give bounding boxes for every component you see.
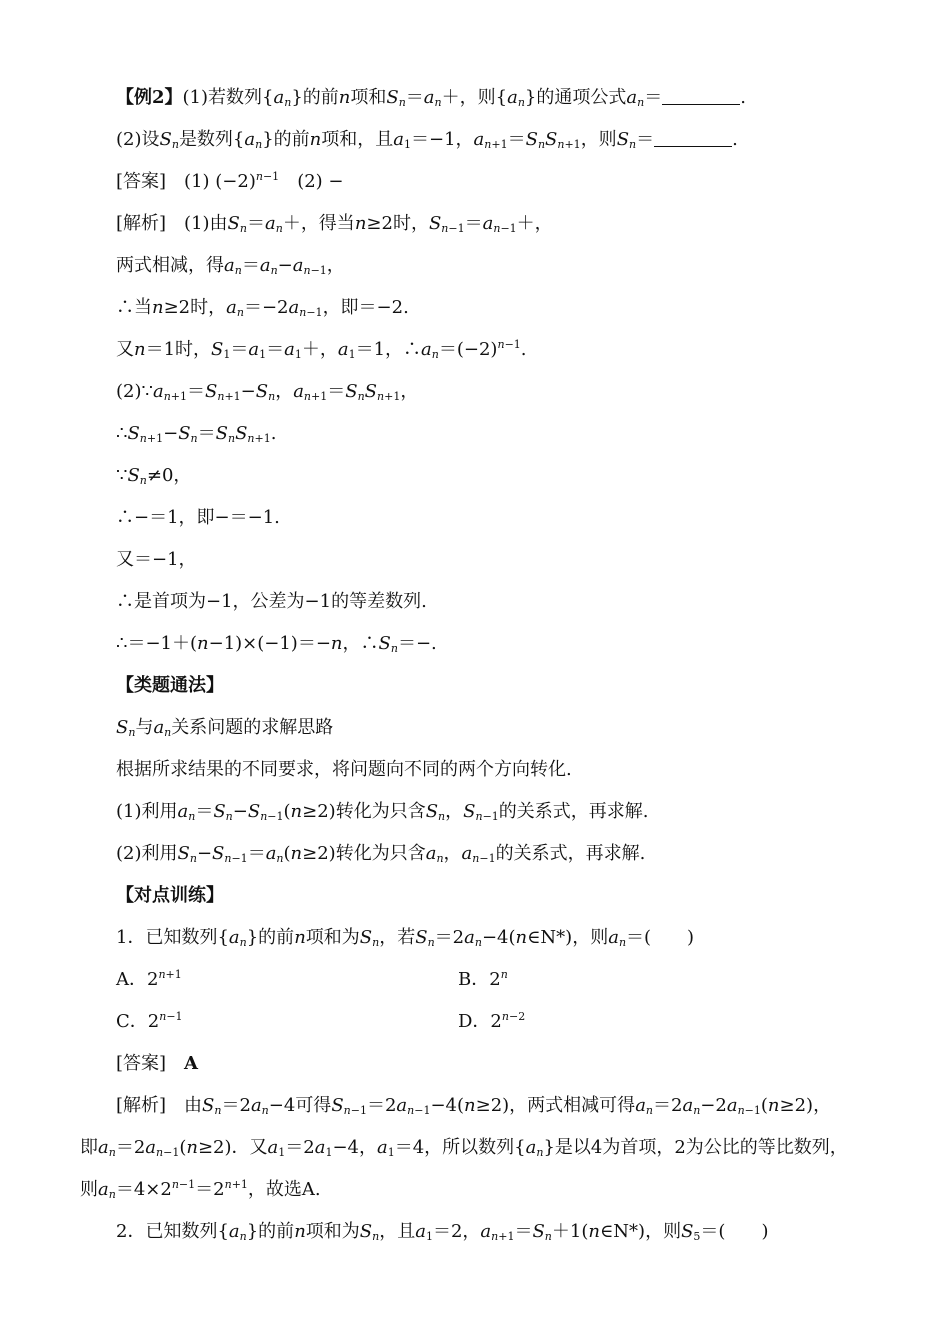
practice-analysis-line-1: [解析] 由$S_n=2a_n-4$可得$S_{n-1}=2a_{n-1}-4(n\ge 2)$，两式相减可得$a_n=2a_n-2a_{n-1}(n\ge 2)$， (116, 1095, 832, 1117)
option-d[interactable]: D．$2^{n-2}$ (458, 1010, 526, 1032)
answer-blank (654, 130, 732, 147)
analysis-line-8: ∴−＝1，即−＝−1. (116, 507, 280, 528)
method-line-4: (2)利用$S_n-S_{n-1}=a_n(n\ge 2)$转化为只含$a_n$，$a_{n-1}$的关系式，再求解. (116, 843, 646, 865)
method-title: 【类题通法】 (116, 675, 224, 696)
practice-question-2: 2．已知数列$\{a_n\}$的前n项和为$S_n$，且$a_1=2$，$a_{n+1}=S_n+1(n\in N*)$，则$S_5=$( ) (116, 1221, 769, 1243)
analysis-line-4: 又n＝1时，$S_1=a_1=a_1+$，$a_1=1$，$\therefore a_n=(-2)^{n-1}$. (116, 338, 527, 361)
analysis-line-11: ∴＝−1＋(n−1)×(−1)＝−n，$\therefore S_n=-$. (116, 633, 437, 655)
method-line-2: 根据所求结果的不同要求，将问题向不同的两个方向转化. (116, 759, 572, 780)
example2-question1: 【例2】(1)若数列$\{a_n\}$的前n项和$S_n=a_n+$，则$\{a_n\}$的通项公式$a_n=$ . (116, 87, 746, 109)
option-a[interactable]: A．$2^{n+1}$ (116, 968, 182, 990)
answer-line: [答案] (1) $(-2)^{n-1}$ (2) − (116, 170, 344, 192)
analysis-line-5: $(2)\because a_{n+1}=S_{n+1}-S_n$，$a_{n+1}=S_nS_{n+1}$， (116, 381, 419, 403)
practice-analysis-line-3: 则$a_n=4\times 2^{n-1}=2^{n+1}$，故选A. (80, 1178, 321, 1201)
analysis-line-7: $\because S_n\ne 0$， (116, 465, 192, 487)
answer-blank (662, 88, 740, 105)
analysis-line-3: ∴当n≥2时，$a_n=-2a_{n-1}$，即＝−2. (116, 297, 409, 319)
option-b[interactable]: B．2$^n$ (458, 968, 508, 990)
method-line-1: $S_n$与$a_n$关系问题的求解思路 (116, 717, 334, 739)
analysis-line-6: $\therefore S_{n+1}-S_n=S_nS_{n+1}$. (116, 423, 277, 445)
practice-question-1: 1．已知数列$\{a_n\}$的前n项和为$S_n$，若$S_n=2a_n-4(n\in N*)$，则$a_n=$( ) (116, 927, 695, 949)
analysis-line-2: 两式相减，得$a_n=a_n-a_{n-1}$， (116, 255, 345, 277)
analysis-line-9: 又＝−1， (116, 549, 197, 570)
practice-answer: [答案] A (116, 1053, 199, 1074)
option-c[interactable]: C．$2^{n-1}$ (116, 1010, 183, 1032)
practice-analysis-line-2: 即$a_n=2a_{n-1}(n\ge 2)$．又$a_1=2a_1-4$，$a_1=4$，所以数列$\{a_n\}$是以4为首项，2为公比的等比数列， (80, 1137, 848, 1159)
analysis-line-1: [解析] (1)由$S_n=a_n+$，得当n≥2时，$S_{n-1}=a_{n-1}+$， (116, 213, 553, 235)
method-line-3: (1)利用$a_n=S_n-S_{n-1}(n\ge 2)$转化为只含$S_n$，$S_{n-1}$的关系式，再求解. (116, 801, 649, 823)
practice-title: 【对点训练】 (116, 885, 224, 906)
analysis-line-10: ∴是首项为−1，公差为−1的等差数列. (116, 591, 427, 612)
example2-question2: (2)设$S_n$是数列$\{a_n\}$的前n项和，且$a_1=-1$，$a_{n+1}=S_nS_{n+1}$，则$S_n=$ . (116, 129, 738, 151)
